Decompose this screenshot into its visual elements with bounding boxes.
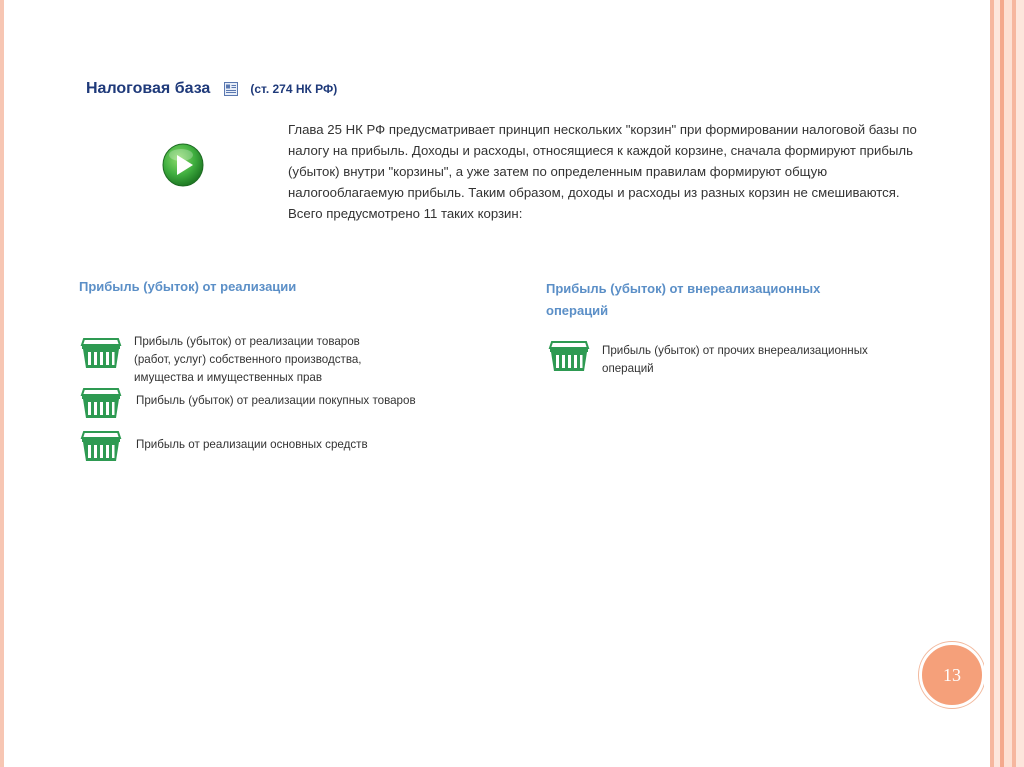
basket-label: Прибыль от реализации основных средств — [136, 438, 368, 451]
document-icon[interactable] — [224, 82, 238, 96]
basket-icon — [76, 335, 126, 371]
basket-label: Прибыль (убыток) от реализации товаров (работ, услуг) собственного производства, имущества и имущественных прав — [134, 335, 362, 384]
section-title-nonoperating: Прибыль (убыток) от внереализационных операций — [546, 281, 821, 318]
basket-item[interactable] — [544, 338, 902, 378]
basket-icon — [76, 428, 126, 464]
play-icon[interactable] — [162, 143, 204, 187]
basket-icon — [76, 385, 126, 421]
section-title-sales: Прибыль (убыток) от реализации — [79, 279, 297, 294]
basket-label: Прибыль (убыток) от прочих внереализационных операций — [602, 344, 868, 375]
basket-icon — [544, 338, 594, 374]
page-title: Налоговая база — [86, 80, 211, 97]
basket-item[interactable] — [76, 428, 368, 464]
basket-label: Прибыль (убыток) от реализации покупных товаров — [136, 394, 416, 407]
title-row — [86, 80, 337, 98]
article-reference[interactable]: (ст. 274 НК РФ) — [250, 82, 338, 96]
basket-item[interactable] — [76, 385, 416, 421]
page-number-badge: 13 — [919, 642, 985, 708]
decorative-stripes — [984, 0, 1024, 767]
intro-paragraph: Глава 25 НК РФ предусматривает принцип нескольких "корзин" при формировании налоговой базы по налогу на прибыль. Доходы и расходы, относящиеся к каждой корзине, сначала формируют прибыль (убыток) внутри "корзины", а уже затем по определенным правилам формируют общую налогооблагаемую прибыль. Таким образом, доходы и расходы из разных корзин не смешиваются. Всего предусмотрено 11 таких корзин: — [288, 122, 917, 221]
basket-item[interactable] — [76, 335, 394, 387]
